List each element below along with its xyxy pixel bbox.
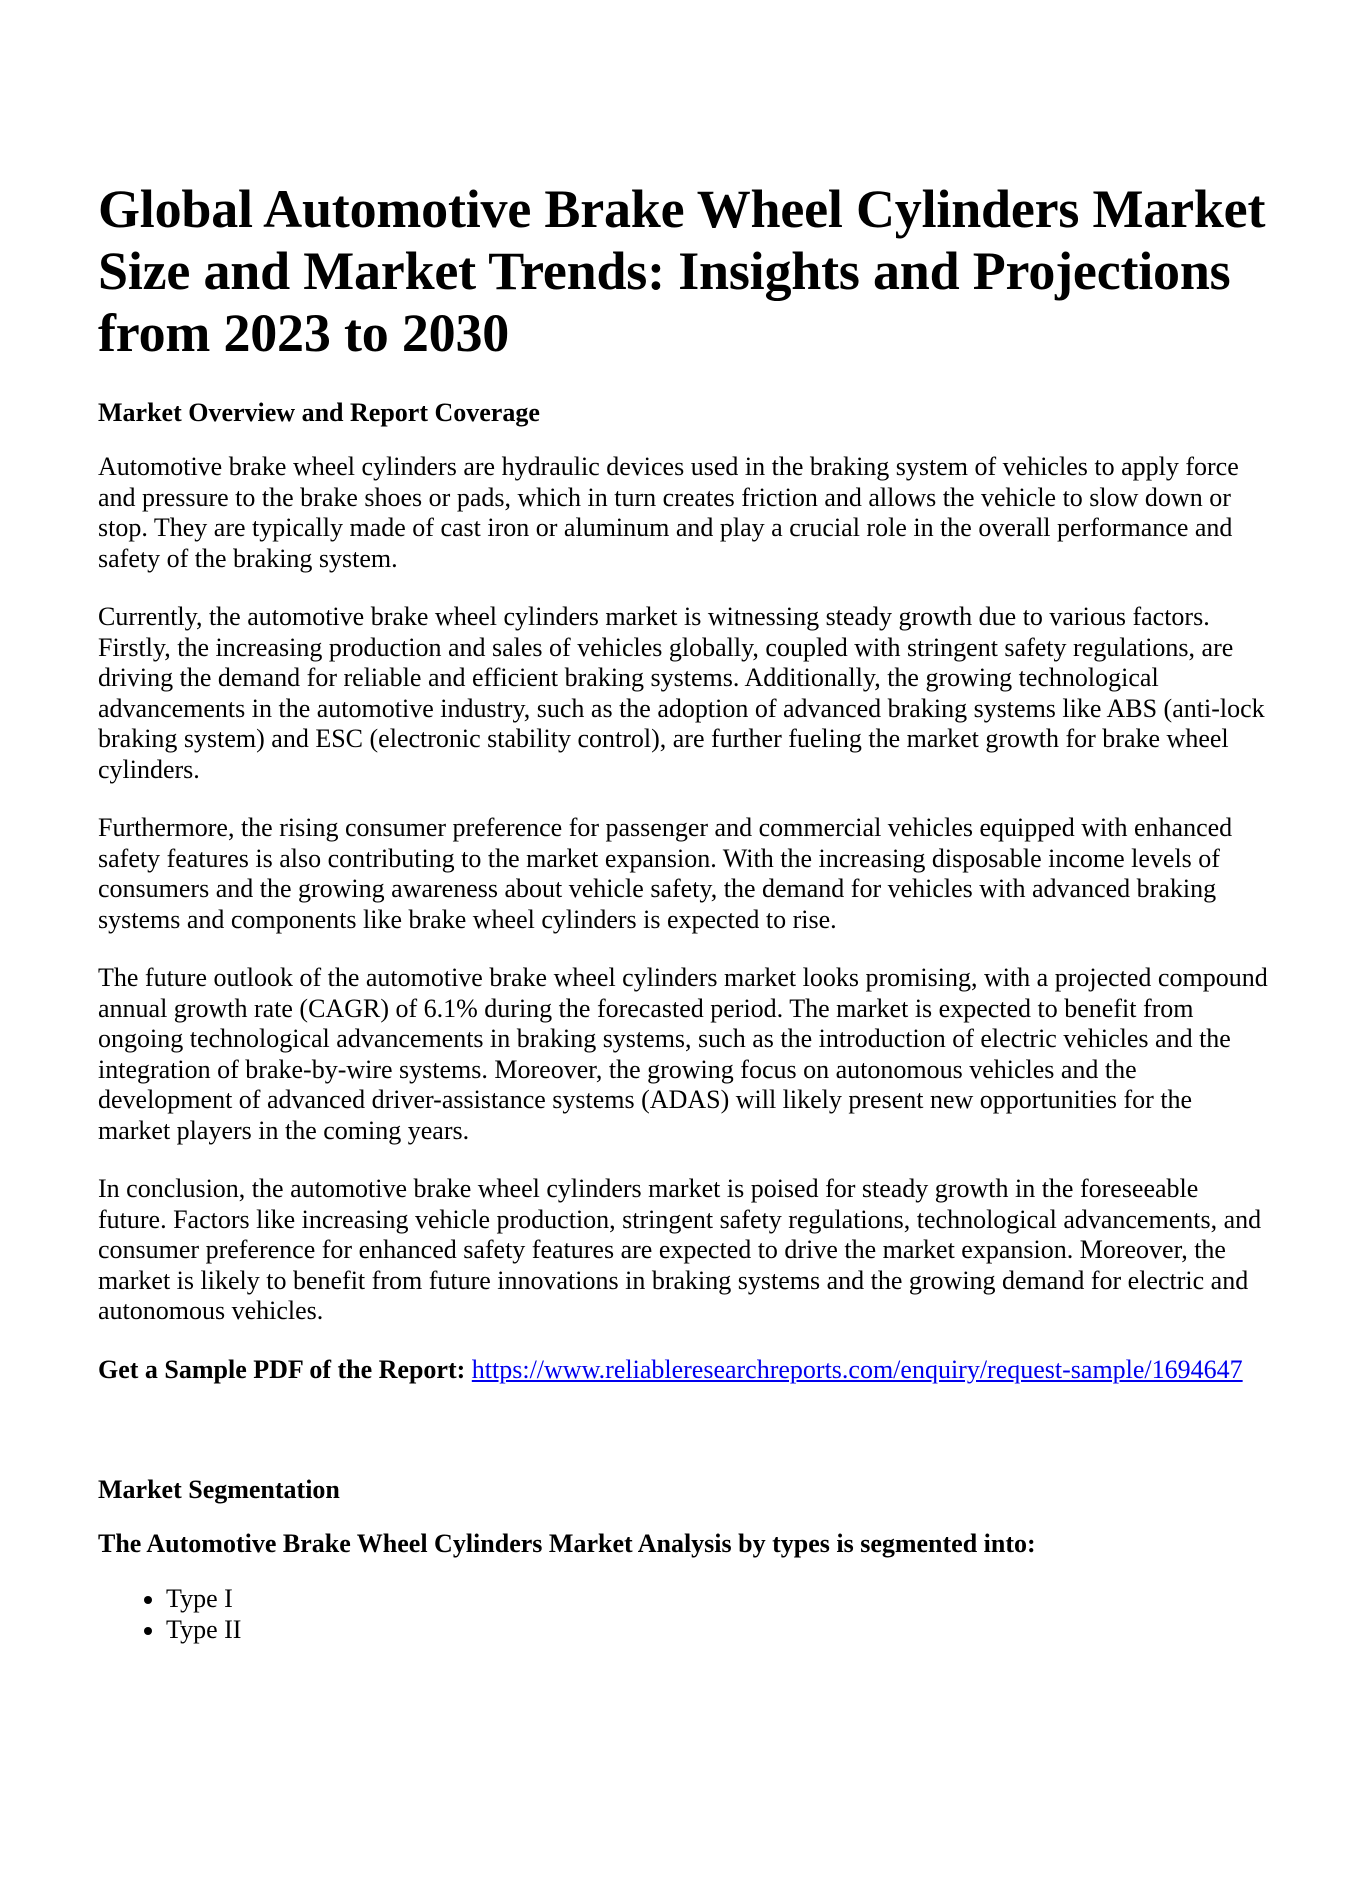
page-title: Global Automotive Brake Wheel Cylinders Market Size and Market Trends: Insights and Projections from 2023 to 2030	[98, 179, 1266, 363]
segmentation-heading: Market Segmentation	[98, 1475, 340, 1504]
types-list	[98, 1583, 1268, 1645]
section-spacer	[98, 1413, 1268, 1475]
overview-paragraph-3: Furthermore, the rising consumer preference for passenger and commercial vehicles equipped with enhanced safety features is also contributing to the market expansion. With the increasing disposable income levels of consumers and the growing awareness about vehicle safety, the demand for vehicles with advanced braking systems and components like brake wheel cylinders is expected to rise.	[98, 813, 1233, 934]
overview-paragraph-4: The future outlook of the automotive brake wheel cylinders market looks promising, with a projected compound annual growth rate (CAGR) of 6.1% during the forecasted period. The market is expected to benefit from ongoing technological advancements in braking systems, such as the introduction of electric vehicles and the integration of brake-by-wire systems. Moreover, the growing focus on autonomous vehicles and the development of advanced driver-assistance systems (ADAS) will likely present new opportunities for the market players in the coming years.	[98, 963, 1268, 1145]
list-item: • Type II	[166, 1614, 1268, 1645]
sample-pdf-line	[98, 1355, 1268, 1386]
sample-pdf-label: Get a Sample PDF of the Report:	[98, 1354, 466, 1384]
sample-pdf-link[interactable]: https://www.reliableresearchreports.com/enquiry/request-sample/1694647	[471, 1354, 1243, 1384]
overview-paragraph-5: In conclusion, the automotive brake wheel cylinders market is poised for steady growth in the foreseeable future. Factors like increasing vehicle production, stringent safety regulations, technological advancements, and consumer preference for enhanced safety features are expected to drive the market expansion. Moreover, the market is likely to benefit from future innovations in braking systems and the growing demand for electric and autonomous vehicles.	[98, 1174, 1262, 1325]
overview-paragraph-2: Currently, the automotive brake wheel cylinders market is witnessing steady growth due to various factors. Firstly, the increasing production and sales of vehicles globally, coupled with stringent safety regulations, are driving the demand for reliable and efficient braking systems. Additionally, the growing technological advancements in the automotive industry, such as the adoption of advanced braking systems like ABS (anti-lock braking system) and ESC (electronic stability control), are further fueling the market growth for brake wheel cylinders.	[98, 602, 1265, 784]
list-item: • Type I	[166, 1583, 1268, 1614]
overview-paragraph-1: Automotive brake wheel cylinders are hydraulic devices used in the braking system of vehicles to apply force and pressure to the brake shoes or pads, which in turn creates friction and allows the vehicle to slow down or stop. They are typically made of cast iron or aluminum and play a crucial role in the overall performance and safety of the braking system.	[98, 452, 1239, 573]
document-page	[98, 178, 1268, 1645]
types-heading: The Automotive Brake Wheel Cylinders Market Analysis by types is segmented into:	[98, 1529, 1036, 1558]
overview-heading: Market Overview and Report Coverage	[98, 398, 540, 427]
